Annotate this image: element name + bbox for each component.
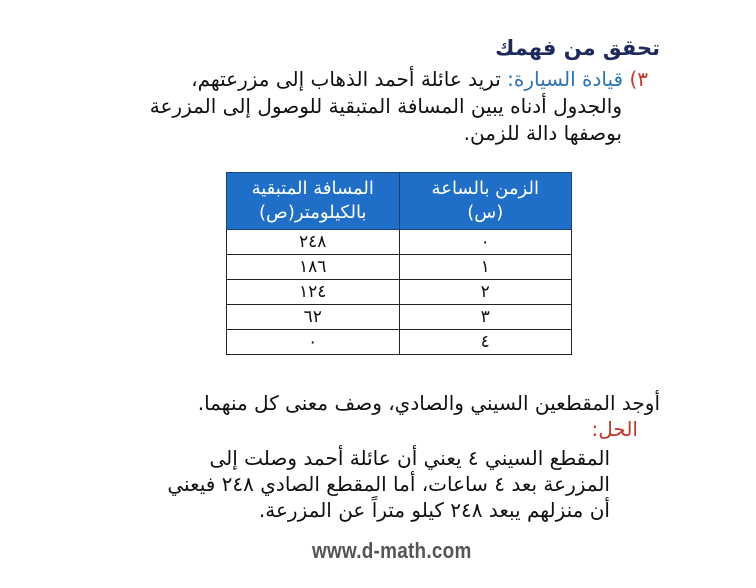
- distance-cell: ٠: [227, 330, 400, 355]
- problem-number: ٣): [629, 67, 648, 91]
- time-cell: ٢: [399, 280, 572, 305]
- section-heading: تحقق من فهمك: [495, 36, 660, 60]
- solution-line-1: المقطع السيني ٤ يعني أن عائلة أحمد وصلت إلى: [209, 446, 610, 470]
- time-column-header: [399, 173, 572, 230]
- time-cell: ٣: [399, 305, 572, 330]
- question-text: أوجد المقطعين السيني والصادي، وصف معنى كل منهما.: [197, 391, 660, 415]
- table-row: [227, 305, 572, 330]
- problem-line-2: والجدول أدناه يبين المسافة المتبقية للوصول إلى المزرعة: [149, 94, 622, 118]
- time-header-line-2: (س): [467, 202, 504, 223]
- solution-text: [150, 445, 610, 523]
- table-row: [227, 230, 572, 255]
- problem-statement: [88, 66, 648, 147]
- distance-column-header: [227, 173, 400, 230]
- table-row: [227, 330, 572, 355]
- problem-topic: قيادة السيارة:: [507, 67, 624, 91]
- time-cell: ١: [399, 255, 572, 280]
- table-row: [227, 280, 572, 305]
- solution-label: الحل:: [591, 417, 638, 441]
- time-cell: ٤: [399, 330, 572, 355]
- problem-line-1: تريد عائلة أحمد الذهاب إلى مزرعتهم،: [191, 67, 501, 91]
- distance-time-table: [226, 172, 572, 355]
- table-header-row: [227, 173, 572, 230]
- problem-line-3: بوصفها دالة للزمن.: [463, 121, 622, 145]
- solution-line-2: المزرعة بعد ٤ ساعات، أما المقطع الصادي ٢٤٨ فيعني: [167, 472, 610, 496]
- solution-line-3: أن منزلهم يبعد ٢٤٨ كيلو متراً عن المزرعة.: [258, 498, 610, 522]
- table-row: [227, 255, 572, 280]
- distance-cell: ٦٢: [227, 305, 400, 330]
- time-header-line-1: الزمن بالساعة: [431, 178, 539, 199]
- distance-header-line-2: بالكيلومتر(ص): [259, 202, 367, 223]
- site-watermark: www.d-math.com: [312, 538, 472, 563]
- distance-cell: ١٢٤: [227, 280, 400, 305]
- distance-cell: ١٨٦: [227, 255, 400, 280]
- time-cell: ٠: [399, 230, 572, 255]
- distance-cell: ٢٤٨: [227, 230, 400, 255]
- distance-header-line-1: المسافة المتبقية: [251, 178, 374, 199]
